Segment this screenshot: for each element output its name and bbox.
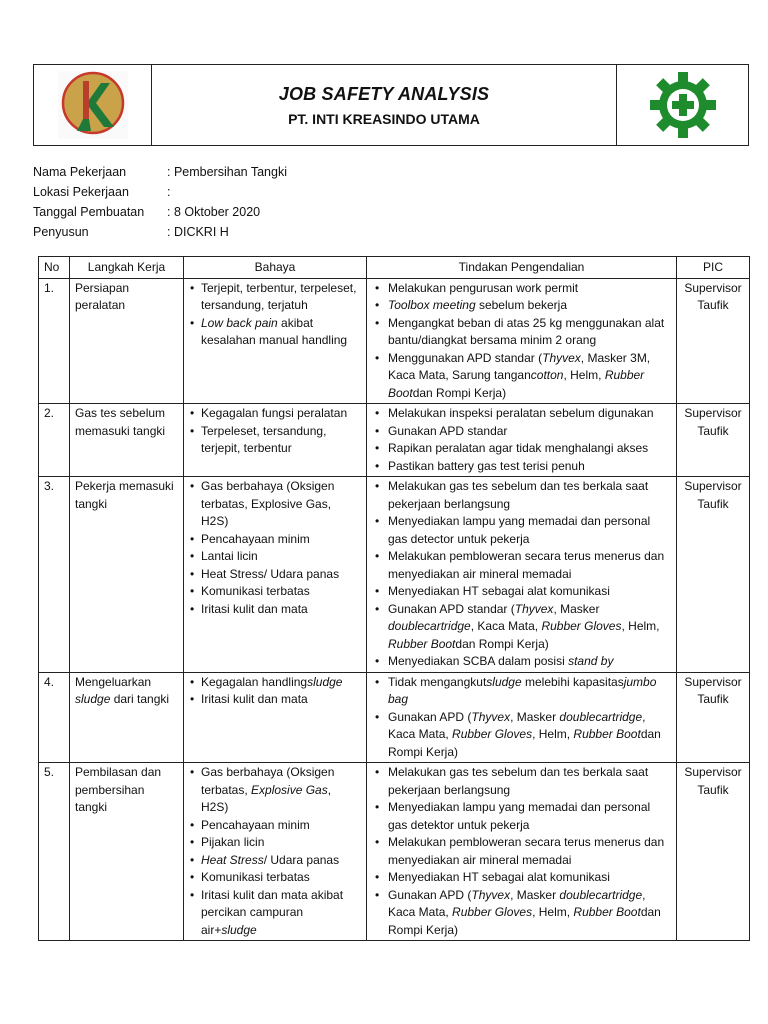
text-run: akibat kesalahan manual handling <box>201 315 348 347</box>
text-run: , Helm, <box>532 727 574 741</box>
control-item <box>372 297 671 315</box>
control-item <box>372 601 671 654</box>
row-number: 2. <box>39 404 70 477</box>
hazard-item <box>189 764 361 817</box>
hazard-item <box>189 583 361 601</box>
text-run: , Helm, <box>621 619 660 633</box>
meta-label: Lokasi Pekerjaan <box>33 185 129 199</box>
text-run: Komunikasi terbatas <box>201 584 310 598</box>
text-run: sludge <box>221 922 257 937</box>
hazard-item <box>189 478 361 531</box>
work-step <box>70 404 184 477</box>
meta-label: Tanggal Pembuatan <box>33 205 145 219</box>
text-run: stand by <box>568 654 614 668</box>
text-run: Thyvex <box>542 350 581 365</box>
row-number: 5. <box>39 763 70 941</box>
text-run: dan Rompi Kerja) <box>388 905 661 937</box>
job-metadata <box>33 162 287 242</box>
text-run: Gunakan APD standar ( <box>388 601 515 616</box>
header-control: Tindakan Pengendalian <box>367 257 677 279</box>
text-run: dan Rompi Kerja) <box>455 636 549 651</box>
text-run: Melakukan gas tes sebelum dan tes berkala saat pekerjaan berlangsung <box>388 479 649 511</box>
meta-location <box>33 182 287 202</box>
text-run: Explosive Gas <box>251 782 328 797</box>
meta-label: Nama Pekerjaan <box>33 165 127 179</box>
text-run: Gunakan APD ( <box>388 887 472 902</box>
pic-cell: Supervisor Taufik <box>677 278 750 404</box>
meta-job <box>33 162 287 182</box>
title-cell <box>152 65 616 145</box>
cell-text: Pembilasan dan pembersihan tangki <box>75 765 162 814</box>
text-run: sludge <box>307 674 343 689</box>
pic-cell: Supervisor Taufik <box>677 477 750 673</box>
work-step <box>70 477 184 673</box>
text-run: Menyediakan lampu yang memadai dan personal gas detector untuk pekerja <box>388 514 651 546</box>
pic-cell: Supervisor Taufik <box>677 404 750 477</box>
text-run: Rubber Boot <box>573 727 641 741</box>
control-item <box>372 709 671 762</box>
text-run: Rubber Gloves <box>541 619 622 633</box>
text-run: Rubber Gloves <box>452 727 533 741</box>
text-run: , Kaca Mata, <box>470 619 542 633</box>
text-run: Rubber Boot <box>388 368 645 400</box>
table-header-row <box>39 257 750 279</box>
text-run: jumbo bag <box>388 674 657 706</box>
text-run: Gas berbahaya (Oksigen terbatas, <box>201 765 335 797</box>
row-number: 4. <box>39 672 70 763</box>
text-run: doublecartridge <box>388 619 471 633</box>
text-run: Pijakan licin <box>201 835 265 849</box>
controls-cell <box>367 477 677 673</box>
text-run: sludge <box>486 674 522 689</box>
table-row <box>39 763 750 941</box>
text-run: Menyediakan HT sebagai alat komunikasi <box>388 870 610 884</box>
table-row <box>39 477 750 673</box>
hazard-item <box>189 423 361 458</box>
text-run: Thyvex <box>471 887 511 902</box>
text-run: , Masker 3M, Kaca Mata, Sarung tangan <box>388 350 651 382</box>
text-run: dan Rompi Kerja) <box>388 727 661 759</box>
text-run: doublecartridge <box>559 709 643 724</box>
text-run: Melakukan pengurusan work permit <box>388 280 579 295</box>
text-run: , Helm, <box>563 368 605 382</box>
text-run: Gunakan APD ( <box>388 709 472 724</box>
pic-cell: Supervisor Taufik <box>677 763 750 941</box>
meta-label: Penyusun <box>33 225 89 239</box>
text-run: Mengeluarkan <box>75 674 152 689</box>
hazards-cell <box>184 672 367 763</box>
pic-cell: Supervisor Taufik <box>677 672 750 763</box>
safety-logo-cell <box>616 65 748 145</box>
controls-cell <box>367 672 677 763</box>
table-body <box>39 278 750 941</box>
text-run: Terpeleset, tersandung, terjepit, terbentur <box>201 423 327 455</box>
hazard-item <box>189 817 361 835</box>
table-row <box>39 672 750 763</box>
text-run: Gas berbahaya (Oksigen terbatas, Explosive Gas, H2S) <box>201 479 335 528</box>
hazards-cell <box>184 404 367 477</box>
header-pic: PIC <box>677 257 750 279</box>
controls-cell <box>367 404 677 477</box>
logo-cell <box>34 65 152 145</box>
text-run: Thyvex <box>514 601 554 616</box>
hazard-item <box>189 887 361 940</box>
text-run: Rubber Gloves <box>452 905 533 919</box>
text-run: Rubber Boot <box>573 905 641 919</box>
hazard-item <box>189 869 361 887</box>
text-run: Iritasi kulit dan mata <box>201 692 308 706</box>
hazards-cell <box>184 477 367 673</box>
meta-value: : DICKRI H <box>167 225 229 239</box>
text-run: Melakukan pembloweran secara terus menerus dan menyediakan air mineral memadai <box>388 549 665 581</box>
control-item <box>372 440 671 458</box>
text-run: , Masker <box>510 709 560 724</box>
safety-cross-gear-icon <box>648 70 718 140</box>
cell-text: Pekerja memasuki tangki <box>75 479 174 511</box>
text-run: cotton <box>530 368 564 382</box>
control-item <box>372 764 671 799</box>
text-run: Pencahayaan minim <box>201 817 310 832</box>
control-item <box>372 548 671 583</box>
text-run: sludge <box>75 692 111 706</box>
header-no: No <box>39 257 70 279</box>
text-run: sebelum bekerja <box>475 298 568 312</box>
text-run: doublecartridge <box>559 887 643 902</box>
meta-value: : <box>167 185 171 199</box>
meta-author <box>33 222 287 242</box>
hazard-item <box>189 601 361 619</box>
document-title: JOB SAFETY ANALYSIS <box>278 83 490 104</box>
hazard-item <box>189 852 361 870</box>
text-run: , H2S) <box>201 782 332 814</box>
text-run: Mengangkat beban di atas 25 kg menggunakan alat bantu/diangkat bersama minim 2 orang <box>388 315 665 347</box>
meta-date <box>33 202 287 222</box>
jsa-table <box>38 256 750 941</box>
control-item <box>372 674 671 709</box>
text-run: Rapikan peralatan agar tidak menghalangi akses <box>388 441 649 455</box>
cell-text: Persiapan peralatan <box>75 280 130 312</box>
text-run: , Masker <box>553 601 600 616</box>
hazard-item <box>189 315 361 350</box>
controls-cell <box>367 278 677 404</box>
text-run: Tidak mengangkut <box>388 674 487 689</box>
text-run: , Kaca Mata, <box>388 887 646 919</box>
hazard-item <box>189 674 361 692</box>
text-run: Toolbox meeting <box>388 298 476 312</box>
text-run: / Udara panas <box>263 852 340 867</box>
cell-text: Gas tes sebelum memasuki tangki <box>75 406 166 438</box>
text-run: Heat Stress/ Udara panas <box>201 566 340 581</box>
control-item <box>372 280 671 298</box>
control-item <box>372 653 671 671</box>
hazard-item <box>189 405 361 423</box>
control-item <box>372 458 671 476</box>
text-run: Kegagalan fungsi peralatan <box>201 406 348 420</box>
work-step <box>70 763 184 941</box>
text-run: Rubber Boot <box>388 636 456 651</box>
control-item <box>372 423 671 441</box>
meta-value: : 8 Oktober 2020 <box>167 205 261 219</box>
controls-cell <box>367 763 677 941</box>
text-run: Pastikan battery gas test terisi penuh <box>388 458 585 473</box>
hazard-item <box>189 280 361 315</box>
text-run: Gunakan APD standar <box>388 423 508 438</box>
control-item <box>372 405 671 423</box>
text-run: Low back pain <box>201 315 278 330</box>
document-header <box>33 64 749 146</box>
hazard-item <box>189 566 361 584</box>
text-run: Thyvex <box>471 709 511 724</box>
text-run: Menyediakan HT sebagai alat komunikasi <box>388 584 610 598</box>
control-item <box>372 315 671 350</box>
text-run: Lantai licin <box>201 549 258 563</box>
table-row <box>39 278 750 404</box>
text-run: , Kaca Mata, <box>388 709 646 741</box>
control-item <box>372 513 671 548</box>
text-run: Pencahayaan minim <box>201 531 310 546</box>
control-item <box>372 350 671 403</box>
text-run: Menyediakan lampu yang memadai dan personal gas detektor untuk pekerja <box>388 800 651 832</box>
text-run: Melakukan gas tes sebelum dan tes berkala saat pekerjaan berlangsung <box>388 765 649 797</box>
control-item <box>372 869 671 887</box>
control-item <box>372 478 671 513</box>
hazards-cell <box>184 278 367 404</box>
hazard-item <box>189 531 361 549</box>
text-run: Terjepit, terbentur, terpeleset, tersandung, terjatuh <box>201 280 357 312</box>
hazard-item <box>189 691 361 709</box>
header-step: Langkah Kerja <box>70 257 184 279</box>
text-run: melebihi kapasitas <box>521 674 624 689</box>
header-hazard: Bahaya <box>184 257 367 279</box>
text-run: Heat Stress <box>201 852 264 867</box>
control-item <box>372 583 671 601</box>
work-step <box>70 278 184 404</box>
hazards-cell <box>184 763 367 941</box>
text-run: dan Rompi Kerja) <box>412 385 507 400</box>
text-run: Melakukan pembloweran secara terus menerus dan menyediakan air mineral memadai <box>388 835 665 867</box>
text-run: Menyediakan SCBA dalam posisi <box>388 654 569 668</box>
meta-value: : Pembersihan Tangki <box>167 165 287 179</box>
text-run: Melakukan inspeksi peralatan sebelum digunakan <box>388 406 654 420</box>
text-run: , Masker <box>510 887 560 902</box>
control-item <box>372 799 671 834</box>
text-run: Komunikasi terbatas <box>201 870 310 884</box>
text-run: Iritasi kulit dan mata akibat percikan campuran air+ <box>201 887 344 937</box>
hazard-item <box>189 834 361 852</box>
row-number: 1. <box>39 278 70 404</box>
text-run: Iritasi kulit dan mata <box>201 601 308 616</box>
text-run: Menggunakan APD standar ( <box>388 350 543 365</box>
work-step <box>70 672 184 763</box>
control-item <box>372 887 671 940</box>
row-number: 3. <box>39 477 70 673</box>
text-run: dari tangki <box>110 692 170 706</box>
text-run: Kegagalan handling <box>201 674 308 689</box>
company-logo-icon <box>56 69 130 141</box>
text-run: , Helm, <box>532 905 574 919</box>
company-name: PT. INTI KREASINDO UTAMA <box>288 110 480 127</box>
table-row <box>39 404 750 477</box>
hazard-item <box>189 548 361 566</box>
control-item <box>372 834 671 869</box>
